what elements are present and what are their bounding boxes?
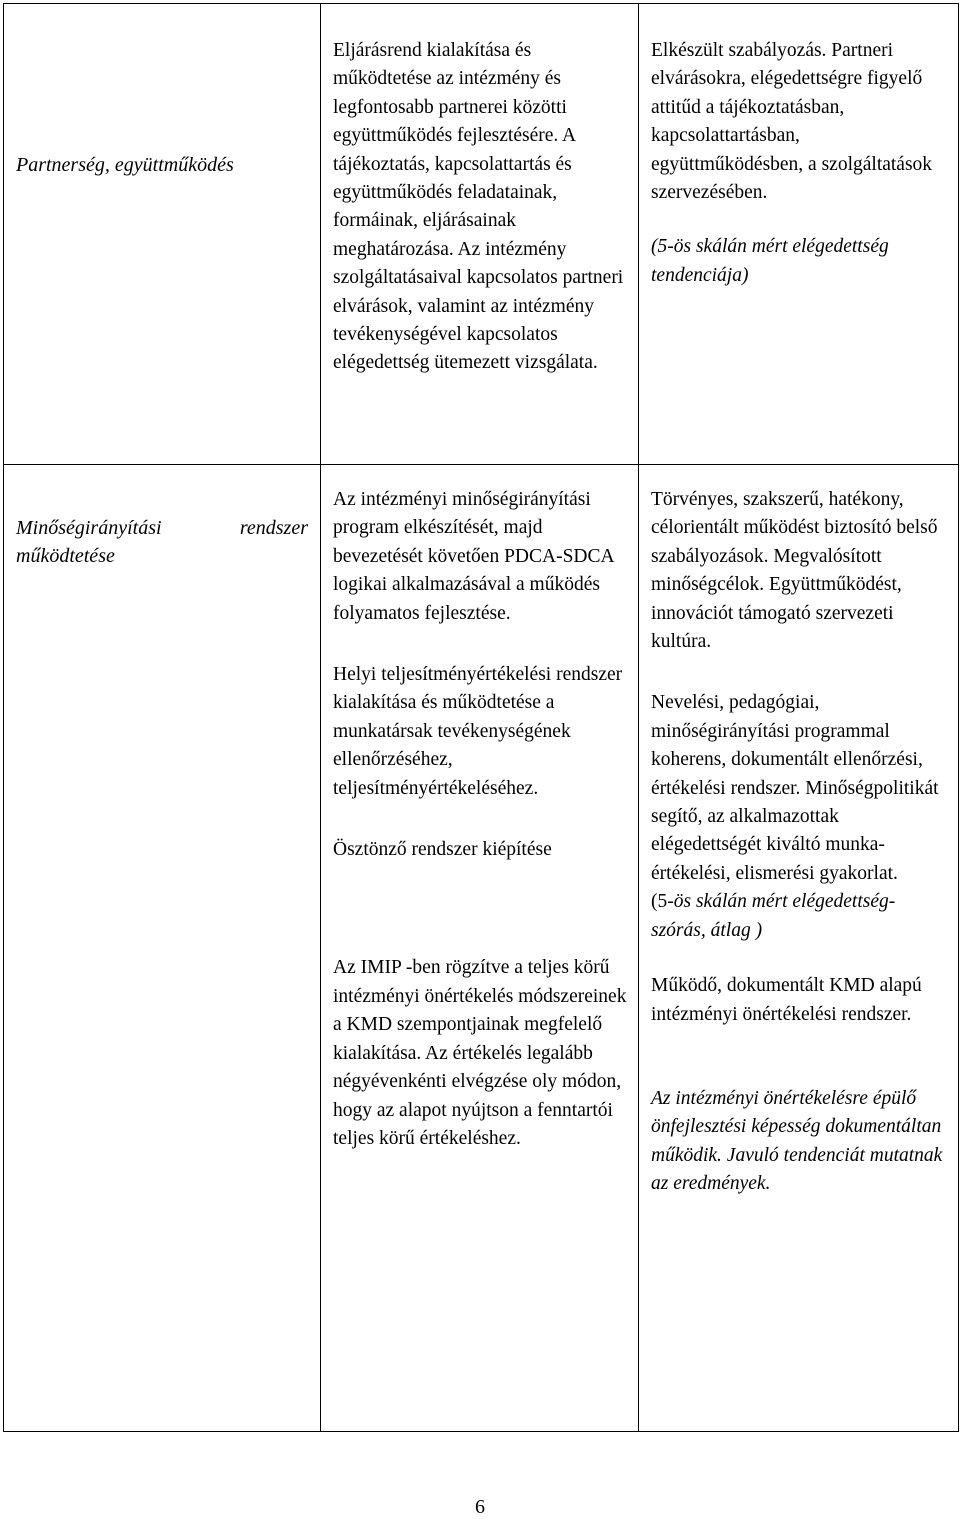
row-label: Partnerség, együttműködés (16, 154, 234, 176)
activity-text: Helyi teljesítményértékelési rendszer kialakítása és működtetése a munkatársak tevékenységének ellenőrzéséhez, teljesítményértékeléséhez. (333, 664, 623, 799)
activity-cell (321, 465, 639, 1432)
table-row (4, 465, 959, 1432)
row-label-cell (4, 465, 321, 1432)
result-text: Nevelési, pedagógiai, minőségirányítási programmal koherens, dokumentált ellenőrzési, értékelési rendszer. Minőségpolitikát segítő, az alkalmazottak elégedettségét kiváltó munka-értékelési, elismerési gyakorlat. (651, 692, 939, 884)
activity-text: Eljárásrend kialakítása és működtetése az intézmény és legfontosabb partnerei közötti együttműködés fejlesztésére. A tájékoztatás, kapcsolattartás és együttműködés feladatainak, formáinak, eljárásainak meghatározása. Az intézmény szolgáltatásaival kapcsolatos partneri elvárások, valamint az intézmény tevékenységével kapcsolatos elégedettség ütemezett vizsgálata. (333, 40, 624, 374)
result-note (651, 888, 948, 945)
activity-text: Ösztönző rendszer kiépítése (333, 839, 552, 861)
row-label-line (16, 514, 308, 542)
result-text: Működő, dokumentált KMD alapú intézményi önértékelési rendszer. (651, 975, 922, 1025)
row-label-part: rendszer (239, 517, 308, 539)
result-text: Elkészült szabályozás. Partneri elvárásokra, elégedettségre figyelő attitűd a tájékoztatásban, kapcsolattartásban, együttműködésben, a szolgáltatások szervezésében. (651, 40, 933, 204)
plan-table (3, 3, 959, 1432)
row-label-part: működtetése (16, 545, 115, 567)
result-block (639, 4, 958, 290)
result-text: Törvényes, szakszerű, hatékony, célorientált működést biztosító belső szabályozások. Megvalósított minőségcélok. Együttműködést, innovációt támogató szervezeti kultúra. (651, 489, 938, 653)
activity-text: Az intézményi minőségirányítási program elkészítését, majd bevezetését követően PDCA-SDCA logikai alkalmazásával a működés folyamatos fejlesztése. (333, 489, 614, 624)
row-label (4, 465, 320, 570)
result-cell (639, 4, 959, 465)
row-label-part: Minőségirányítási (16, 517, 162, 539)
result-block (639, 465, 958, 1199)
row-label-cell (4, 4, 321, 465)
table-row (4, 4, 959, 465)
activity-cell (321, 4, 639, 465)
result-note-prefix: (5- (651, 891, 674, 913)
activity-text: Az IMIP -ben rögzítve a teljes körű intézményi önértékelés módszereinek a KMD szempontjainak megfelelő kialakítása. Az értékelés legalább négyévenkénti elvégzése oly módon, hogy az alapot nyújtson a fenntartói teljes körű értékeléshez. (333, 957, 627, 1149)
activity-block (321, 465, 638, 1153)
result-note-italic: ös skálán mért elégedettség- szórás, átlag ) (651, 891, 896, 941)
result-note: (5-ös skálán mért elégedettség tendenciája) (651, 236, 889, 286)
result-text: Az intézményi önértékelésre épülő önfejlesztési képesség dokumentáltan működik. Javuló tendenciát mutatnak az eredmények. (651, 1087, 943, 1195)
result-cell (639, 465, 959, 1432)
page-number: 6 (475, 1496, 485, 1518)
